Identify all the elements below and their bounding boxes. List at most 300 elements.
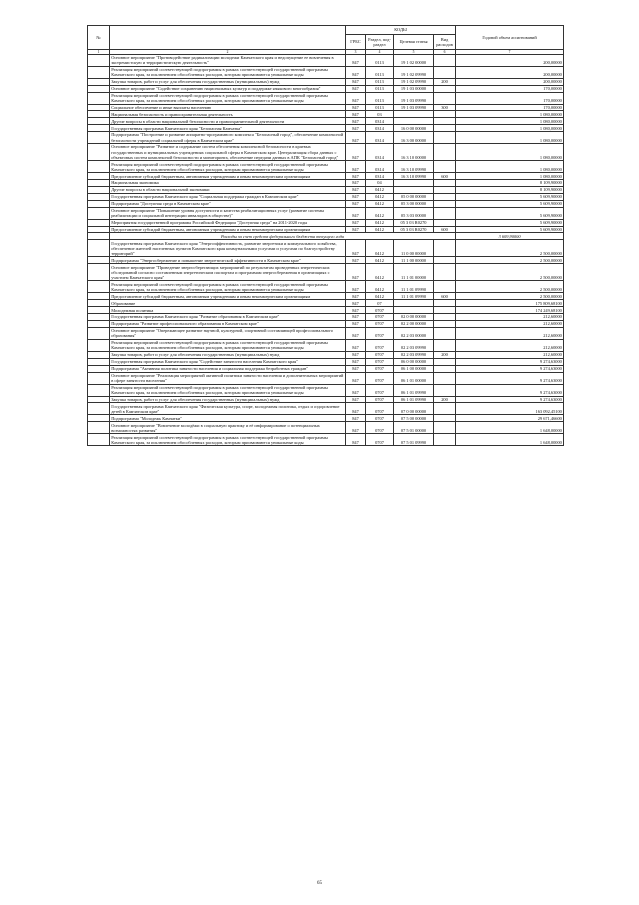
header-csr: Целевая статья [394,34,434,49]
row-num [88,415,110,422]
row-vr [434,365,456,372]
row-vr [434,264,456,281]
header-name [110,26,346,50]
row-name: Социальное обеспечение и иные выплаты населению [110,104,346,111]
row-grbs: 847 [346,314,366,321]
row-num [88,125,110,132]
row-csr: 05 3 00 00000 [394,200,434,207]
row-csr: 19 1 02 00000 [394,54,434,66]
budget-table [87,25,564,446]
row-razdel: 0314 [366,125,394,132]
row-name: Образование [110,300,346,307]
row-vr [434,314,456,321]
row-grbs: 847 [346,257,366,264]
row-csr: 16 3 10 09990 [394,161,434,173]
row-razdel: 0113 [366,54,394,66]
row-num [88,422,110,434]
row-csr: 05 0 00 00000 [394,193,434,200]
row-name: Государственная программа Камчатского края "Безопасная Камчатка" [110,125,346,132]
row-razdel: 0314 [366,161,394,173]
row-vr [434,118,456,125]
row-grbs: 847 [346,92,366,104]
row-razdel: 0412 [366,219,394,226]
row-amount: 2 500,00000 [456,257,564,264]
row-amount: 9 274,63000 [456,372,564,384]
row-grbs: 847 [346,207,366,219]
row-razdel: 0412 [366,200,394,207]
row-name: Подпрограмма "Доступная среда в Камчатском крае" [110,200,346,207]
colnum: 2 [110,49,346,54]
row-num [88,78,110,85]
row-razdel: 0707 [366,327,394,339]
row-csr: 11 0 00 00000 [394,240,434,257]
row-grbs: 847 [346,173,366,180]
row-amount: 1 080,00000 [456,161,564,173]
row-name: Закупка товаров, работ и услуг для обеспечения государственных (муниципальных) нужд [110,351,346,358]
row-name: Подпрограмма "Энергосбережение и повышение энергетической эффективности в Камчатском крае" [110,257,346,264]
row-vr: 300 [434,104,456,111]
row-amount: 2 500,00000 [456,240,564,257]
table-row [88,320,564,327]
row-amount: 9 274,63000 [456,365,564,372]
colnum: 5 [394,49,434,54]
row-num [88,207,110,219]
row-name: Закупка товаров, работ и услуг для обеспечения государственных (муниципальных) нужд [110,78,346,85]
header-row-1 [88,26,564,35]
header-codes: КОДЫ [346,26,456,35]
row-razdel: 0707 [366,339,394,351]
row-amount: 174 249,68100 [456,307,564,314]
row-razdel: 0707 [366,314,394,321]
row-csr [394,300,434,307]
row-amount: 170,00000 [456,85,564,92]
row-csr: 05 3 03 R0270 [394,226,434,233]
row-vr [434,307,456,314]
row-vr [434,219,456,226]
table-row [88,351,564,358]
row-amount: 1 080,00000 [456,125,564,132]
row-num [88,85,110,92]
row-vr [434,403,456,415]
table-row [88,300,564,307]
row-vr: 600 [434,226,456,233]
table-row [88,85,564,92]
row-amount: 5 609,90000 [456,219,564,226]
row-num [88,372,110,384]
row-num [88,293,110,300]
row-grbs: 847 [346,365,366,372]
row-csr: 02 0 00 00000 [394,314,434,321]
row-num [88,327,110,339]
row-razdel: 0707 [366,320,394,327]
row-name: Основное мероприятие "Развитие и содержание систем обеспечения комплексной безопасности в краевых государственных и муниципальных учреждениях социальной сферы в Камчатском крае. Централизация сбора данных с объектовых систем комплексной безопасности и мониторинга, обеспечение передачи данных в АПК "Безопасный город" [110,144,346,161]
table-row [88,200,564,207]
table-row [88,434,564,446]
row-grbs: 847 [346,144,366,161]
row-razdel: 0113 [366,104,394,111]
row-amount: 1 648,00000 [456,434,564,446]
row-amount: 212,60000 [456,351,564,358]
row-csr [394,307,434,314]
row-amount: 9 274,63000 [456,358,564,365]
table-row [88,144,564,161]
table-row [88,396,564,403]
table-row [88,372,564,384]
row-name: Государственная программа Камчатского края "Социальная поддержка граждан в Камчатском крае" [110,193,346,200]
row-csr: 11 1 01 09990 [394,293,434,300]
row-name: Основное мероприятие "Содействие сохранению национальных культур и поддержке языкового многообразия" [110,85,346,92]
row-razdel: 0314 [366,173,394,180]
row-vr [434,66,456,78]
row-num [88,403,110,415]
row-csr: 06 1 01 09990 [394,384,434,396]
row-csr: 05 3 03 00000 [394,207,434,219]
row-razdel: 0707 [366,384,394,396]
row-amount: 200,00000 [456,66,564,78]
row-num [88,111,110,118]
table-row [88,257,564,264]
header-amount: Годовой объем ассигнований [456,26,564,50]
row-razdel: 0412 [366,293,394,300]
row-num [88,358,110,365]
row-grbs: 847 [346,281,366,293]
row-razdel: 0707 [366,415,394,422]
row-grbs: 847 [346,240,366,257]
row-name: Национальная безопасность и правоохранительная деятельность [110,111,346,118]
table-row [88,118,564,125]
row-grbs: 847 [346,300,366,307]
row-amount: 2 500,00000 [456,293,564,300]
table-row [88,219,564,226]
row-grbs: 847 [346,118,366,125]
row-vr [434,327,456,339]
row-razdel: 0412 [366,281,394,293]
row-razdel: 0707 [366,403,394,415]
row-csr: 02 2 03 00000 [394,327,434,339]
row-vr [434,281,456,293]
header-vr: Вид расходов [434,34,456,49]
table-body [88,54,564,446]
row-num [88,240,110,257]
row-csr: 07 5 01 09990 [394,434,434,446]
row-amount: 212,60000 [456,320,564,327]
row-csr: 19 1 02 09990 [394,78,434,85]
table-row [88,186,564,193]
table-row [88,384,564,396]
row-num [88,281,110,293]
table-row [88,111,564,118]
row-num [88,66,110,78]
header-num: № [88,26,110,50]
row-grbs: 847 [346,132,366,144]
row-num [88,180,110,187]
header-razdel: Раздел, под-раздел [366,34,394,49]
row-razdel: 0314 [366,118,394,125]
row-name: Реализация мероприятий соответствующей подпрограммы в рамках соответствующей государственной программы Камчатского края, за исключением обособленных расходов, которым присваиваются уникальные коды [110,161,346,173]
row-amount: 1 080,00000 [456,111,564,118]
row-razdel: 0707 [366,351,394,358]
row-num [88,200,110,207]
row-grbs: 847 [346,396,366,403]
row-vr: 200 [434,78,456,85]
colnum: 3 [346,49,366,54]
table-row [88,104,564,111]
row-grbs: 847 [346,339,366,351]
row-razdel: 0412 [366,186,394,193]
table-row [88,240,564,257]
row-amount: 2 500,00000 [456,264,564,281]
row-vr [434,384,456,396]
row-amount: 29 671,46600 [456,415,564,422]
row-grbs: 847 [346,372,366,384]
row-num [88,314,110,321]
row-name: Подпрограмма "Молодежь Камчатки" [110,415,346,422]
row-amount: 175 809,68100 [456,300,564,307]
table-row [88,125,564,132]
row-csr: 02 2 00 00000 [394,320,434,327]
row-grbs: 847 [346,125,366,132]
row-amount: 200,00000 [456,78,564,85]
row-name: Предоставление субсидий бюджетным, автономным учреждениям и иным некоммерческим организациям [110,293,346,300]
row-csr [394,186,434,193]
row-razdel: 0412 [366,193,394,200]
row-vr: 600 [434,293,456,300]
row-grbs: 847 [346,180,366,187]
row-vr [434,358,456,365]
row-amount: 1 080,00000 [456,173,564,180]
row-amount: 1 648,00000 [456,422,564,434]
row-name: Предоставление субсидий бюджетным, автономным учреждениям и иным некоммерческим организациям [110,173,346,180]
row-amount: 1 080,00000 [456,144,564,161]
row-name: Основное мероприятие "Повышение уровня доступности и качества реабилитационных услуг (развитие системы реабилитации и социальной интеграции инвалидов в обществе)" [110,207,346,219]
row-name: Реализация мероприятий соответствующей подпрограммы в рамках соответствующей государственной программы Камчатского края, за исключением обособленных расходов, которым присваиваются уникальные коды [110,66,346,78]
row-csr: 11 1 01 09990 [394,281,434,293]
row-razdel: 0707 [366,396,394,403]
row-csr [394,118,434,125]
row-razdel: 0113 [366,85,394,92]
table-row [88,180,564,187]
table-row [88,193,564,200]
table-row [88,415,564,422]
row-amount: 1 080,00000 [456,132,564,144]
row-num [88,300,110,307]
header-grbs: ГРБС [346,34,366,49]
row-grbs: 847 [346,293,366,300]
row-csr: 06 1 01 00000 [394,372,434,384]
row-razdel: 04 [366,180,394,187]
row-amount: 2 500,00000 [456,281,564,293]
row-vr [434,144,456,161]
table-row [88,314,564,321]
row-grbs: 847 [346,351,366,358]
row-razdel: 0113 [366,66,394,78]
row-razdel: 0707 [366,372,394,384]
table-row [88,293,564,300]
row-grbs: 847 [346,193,366,200]
table-note-row [88,233,564,240]
row-name: Государственная программа Камчатского края "Содействие занятости населения Камчатского края" [110,358,346,365]
row-amount: 9 274,63000 [456,396,564,403]
row-num [88,118,110,125]
table-row [88,66,564,78]
row-grbs: 847 [346,54,366,66]
row-vr [434,132,456,144]
row-grbs: 847 [346,78,366,85]
row-csr: 02 2 03 09990 [394,351,434,358]
row-name: Основное мероприятие "Вовлечение молодёжи в социальную практику и её информирование о потенциальных возможностях развития" [110,422,346,434]
row-razdel: 0113 [366,78,394,85]
row-grbs: 847 [346,186,366,193]
row-grbs: 847 [346,111,366,118]
page-number: 65 [317,881,322,886]
row-vr [434,257,456,264]
row-grbs: 847 [346,104,366,111]
table-row [88,54,564,66]
row-razdel: 0314 [366,144,394,161]
row-name: Подпрограмма "Построение и развитие аппаратно-программного комплекса "Безопасный город", обеспечение комплексной безопасности учреждений социальной сферы в Камчатском крае" [110,132,346,144]
row-razdel: 0707 [366,422,394,434]
row-vr [434,415,456,422]
row-csr: 02 2 03 09990 [394,339,434,351]
row-amount: 8 109,90000 [456,186,564,193]
row-num [88,92,110,104]
row-num [88,219,110,226]
row-num [88,161,110,173]
colnum: 4 [366,49,394,54]
row-razdel: 07 [366,300,394,307]
row-vr [434,111,456,118]
row-amount: 5 609,90000 [456,200,564,207]
row-grbs: 847 [346,358,366,365]
row-vr [434,434,456,446]
row-csr: 19 1 03 00000 [394,85,434,92]
row-num [88,320,110,327]
row-csr: 16 3 00 00000 [394,132,434,144]
row-csr: 16 3 10 09990 [394,173,434,180]
row-razdel: 0707 [366,434,394,446]
row-num [88,144,110,161]
row-csr: 11 1 00 00000 [394,257,434,264]
row-num [88,365,110,372]
row-csr: 07 5 00 00000 [394,415,434,422]
row-name: Реализация мероприятий соответствующей подпрограммы в рамках соответствующей государственной программы Камчатского края, за исключением обособленных расходов, которым присваиваются уникальные коды [110,339,346,351]
row-amount: 200,00000 [456,54,564,66]
row-amount: 9 274,63000 [456,384,564,396]
row-vr [434,422,456,434]
colnum: 1 [88,49,110,54]
row-num [88,132,110,144]
row-vr [434,180,456,187]
row-csr [394,111,434,118]
row-num [88,257,110,264]
row-grbs: 847 [346,327,366,339]
row-num [88,173,110,180]
row-grbs: 847 [346,66,366,78]
row-name: Подпрограмма "Развитие профессионального образования в Камчатском крае" [110,320,346,327]
table-row [88,132,564,144]
row-amount: 170,00000 [456,104,564,111]
row-vr [434,240,456,257]
row-csr: 19 1 02 09990 [394,66,434,78]
row-vr [434,125,456,132]
row-name: Реализация мероприятий соответствующей подпрограммы в рамках соответствующей государственной программы Камчатского края, за исключением обособленных расходов, которым присваиваются уникальные коды [110,434,346,446]
row-vr [434,85,456,92]
row-razdel: 0707 [366,365,394,372]
row-grbs: 847 [346,264,366,281]
row-num [88,307,110,314]
row-csr: 16 3 10 00000 [394,144,434,161]
row-amount: 163 092,45100 [456,403,564,415]
row-amount: 8 109,90000 [456,180,564,187]
row-grbs: 847 [346,161,366,173]
row-num [88,339,110,351]
row-name: Основное мероприятие "Реализация мероприятий активной политики занятости населения и дополнительных мероприятий в сфере занятости населения" [110,372,346,384]
row-name: Реализация мероприятий соответствующей подпрограммы в рамках соответствующей государственной программы Камчатского края, за исключением обособленных расходов, которым присваиваются уникальные коды [110,384,346,396]
table-row [88,365,564,372]
table-row [88,403,564,415]
row-csr: 06 1 00 00000 [394,365,434,372]
row-razdel: 0412 [366,264,394,281]
row-amount: 5 609,90000 [456,193,564,200]
row-grbs: 847 [346,307,366,314]
row-grbs: 847 [346,219,366,226]
table-row [88,207,564,219]
row-name: Государственная программа Камчатского края "Развитие образования в Камчатском крае" [110,314,346,321]
row-amount: 170,00000 [456,92,564,104]
row-csr: 16 0 00 00000 [394,125,434,132]
row-num [88,226,110,233]
row-csr: 07 5 01 00000 [394,422,434,434]
row-amount: 212,60000 [456,314,564,321]
row-num [88,104,110,111]
row-vr [434,372,456,384]
row-name: Государственная программа Камчатского края "Энергоэффективность, развитие энергетики и коммунального хозяйства, обеспечение жителей населенных пунктов Камчатского края коммунальными услугами и услугами по благоустройству территорий" [110,240,346,257]
row-vr: 200 [434,396,456,403]
table-row [88,78,564,85]
table-row [88,161,564,173]
row-vr [434,200,456,207]
row-num [88,396,110,403]
row-name: Реализация мероприятий соответствующей подпрограммы в рамках соответствующей государственной программы Камчатского края, за исключением обособленных расходов, которым присваиваются уникальные коды [110,281,346,293]
row-name: Другие вопросы в области национальной безопасности и правоохранительной деятельности [110,118,346,125]
row-grbs: 847 [346,434,366,446]
row-vr [434,300,456,307]
row-csr: 07 0 00 00000 [394,403,434,415]
row-name: Молодежная политика [110,307,346,314]
row-name: Основное мероприятие "Проведение энергосберегающих мероприятий по результатам проведенных энергетических обследований согласно составленным энергетическим паспортам и программам энергосбережения в организациях с участием Камчатского края" [110,264,346,281]
note-spacer [88,233,110,240]
row-num [88,434,110,446]
row-csr: 06 0 00 00000 [394,358,434,365]
row-razdel: 0412 [366,226,394,233]
row-name: Мероприятия государственной программы Российской Федерации "Доступная среда" на 2011-2020 годы [110,219,346,226]
row-grbs: 847 [346,226,366,233]
row-razdel: 0707 [366,307,394,314]
row-csr: 05 3 03 R0270 [394,219,434,226]
row-razdel: 0412 [366,207,394,219]
row-grbs: 847 [346,85,366,92]
row-grbs: 847 [346,200,366,207]
row-csr: 11 1 01 00000 [394,264,434,281]
row-amount: 5 609,90000 [456,207,564,219]
table-row [88,226,564,233]
row-grbs: 847 [346,320,366,327]
row-num [88,54,110,66]
row-razdel: 0412 [366,240,394,257]
row-name: Государственная программа Камчатского края "Физическая культура, спорт, молодежная политика, отдых и оздоровление детей в Камчатском крае" [110,403,346,415]
table-row [88,327,564,339]
row-amount: 212,60000 [456,339,564,351]
